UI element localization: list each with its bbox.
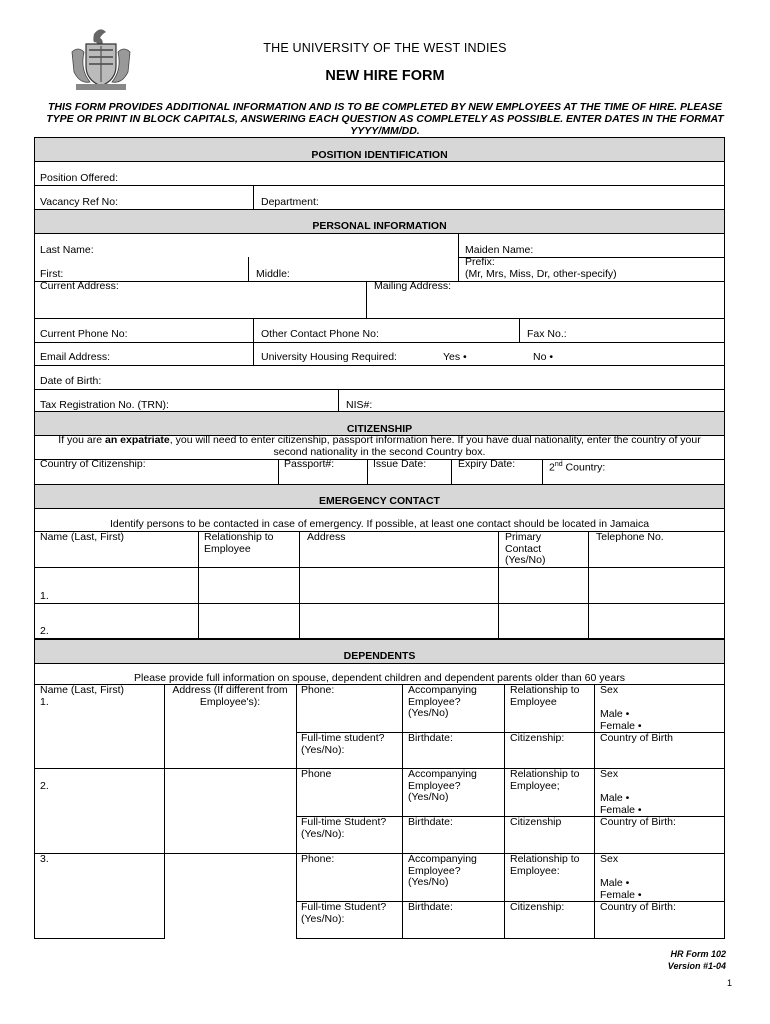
dependent-2-female[interactable]: Female • xyxy=(600,804,642,816)
housing-no-option[interactable]: No • xyxy=(533,351,554,363)
dependent-3-fulltime[interactable]: Full-time Student? (Yes/No): xyxy=(301,901,387,925)
dependent-1-country-birth[interactable]: Country of Birth xyxy=(600,732,673,744)
email-field[interactable]: Email Address: xyxy=(40,351,111,363)
form-upper-grid xyxy=(34,137,725,484)
dependent-2-country-birth[interactable]: Country of Birth: xyxy=(600,816,676,828)
date-of-birth-field[interactable]: Date of Birth: xyxy=(40,375,102,387)
citizenship-heading: CITIZENSHIP xyxy=(346,423,413,435)
form-version: Version #1-04 xyxy=(667,961,726,971)
dependent-3-phone[interactable]: Phone: xyxy=(301,853,335,865)
dependent-2-fulltime[interactable]: Full-time Student? (Yes/No): xyxy=(301,816,387,840)
other-phone-field[interactable]: Other Contact Phone No: xyxy=(261,328,379,340)
nis-field[interactable]: NIS#: xyxy=(346,399,373,411)
dependent-3-country-birth[interactable]: Country of Birth: xyxy=(600,901,676,913)
vacancy-ref-field[interactable]: Vacancy Ref No: xyxy=(40,196,119,208)
dependent-3-accompanying[interactable]: Accompanying Employee? (Yes/No) xyxy=(408,853,477,888)
emergency-row-1[interactable]: 1. xyxy=(40,590,49,602)
form-title: NEW HIRE FORM xyxy=(325,68,445,84)
maiden-name-field[interactable]: Maiden Name: xyxy=(465,244,534,256)
dependent-1-birthdate[interactable]: Birthdate: xyxy=(408,732,453,744)
prefix-field[interactable]: Prefix: xyxy=(465,256,495,268)
dependent-2-sex: Sex xyxy=(600,768,619,780)
current-phone-field[interactable]: Current Phone No: xyxy=(40,328,128,340)
emergency-col-name: Name (Last, First) xyxy=(40,531,125,543)
fax-field[interactable]: Fax No.: xyxy=(527,328,567,340)
emergency-contact-grid xyxy=(34,484,725,639)
mailing-address-field[interactable]: Mailing Address: xyxy=(374,280,452,292)
dependent-3-citizenship[interactable]: Citizenship: xyxy=(510,901,565,913)
emergency-row-2[interactable]: 2. xyxy=(40,625,49,637)
dependent-1-citizenship[interactable]: Citizenship: xyxy=(510,732,565,744)
dependent-row-1[interactable]: 1. xyxy=(40,696,49,708)
dependents-note: Please provide full information on spouse, dependent children and dependent parents older than 60 years xyxy=(134,672,625,684)
dependent-row-3[interactable]: 3. xyxy=(40,853,49,865)
dependent-2-citizenship[interactable]: Citizenship xyxy=(510,816,562,828)
dependent-3-female[interactable]: Female • xyxy=(600,889,642,901)
dependent-1-relationship[interactable]: Relationship to Employee xyxy=(510,684,580,708)
second-country-field[interactable]: 2nd Country: xyxy=(549,461,606,474)
university-name: THE UNIVERSITY OF THE WEST INDIES xyxy=(263,41,507,55)
department-field[interactable]: Department: xyxy=(261,196,319,208)
emergency-contact-note: Identify persons to be contacted in case of emergency. If possible, at least one contact should be located in Jamaica xyxy=(109,518,650,530)
dependent-2-relationship[interactable]: Relationship to Employee; xyxy=(510,768,580,792)
last-name-field[interactable]: Last Name: xyxy=(40,244,94,256)
passport-field[interactable]: Passport#: xyxy=(284,458,335,470)
housing-yes-option[interactable]: Yes • xyxy=(443,351,467,363)
middle-name-field[interactable]: Middle: xyxy=(256,268,290,280)
emergency-col-relationship: Relationship to Employee xyxy=(204,531,274,555)
dependent-2-phone[interactable]: Phone xyxy=(301,768,332,780)
citizenship-note: If you are an expatriate, you will need to enter citizenship, passport information here. If you have dual nationality, enter the country of your second nationality in the second Country box. xyxy=(58,434,701,458)
country-of-citizenship-field[interactable]: Country of Citizenship: xyxy=(40,458,146,470)
dependent-3-male[interactable]: Male • xyxy=(600,877,630,889)
dependent-1-accompanying[interactable]: Accompanying Employee? (Yes/No) xyxy=(408,684,477,719)
dependents-heading: DEPENDENTS xyxy=(343,650,416,662)
dependents-grid xyxy=(34,639,725,939)
emergency-contact-heading: EMERGENCY CONTACT xyxy=(319,495,440,507)
dependent-3-sex: Sex xyxy=(600,853,619,865)
form-instructions: THIS FORM PROVIDES ADDITIONAL INFORMATION AND IS TO BE COMPLETED BY NEW EMPLOYEES AT THE TIME OF HIRE. PLEASE TYPE OR PRINT IN BLOCK CAPITALS, ANSWERING EACH QUESTION AS COMPLETELY AS POSSIBLE. ENTER DATES IN THE FORMAT YYYY/MM/DD. xyxy=(46,101,724,137)
emergency-col-address: Address xyxy=(307,531,346,543)
dependent-1-female[interactable]: Female • xyxy=(600,720,642,732)
dependents-col-name: Name (Last, First) xyxy=(40,684,125,696)
dependent-1-phone[interactable]: Phone: xyxy=(301,684,335,696)
first-name-field[interactable]: First: xyxy=(40,268,64,280)
personal-information-heading: PERSONAL INFORMATION xyxy=(312,220,447,232)
dependent-3-birthdate[interactable]: Birthdate: xyxy=(408,901,453,913)
housing-label: University Housing Required: xyxy=(261,351,397,363)
dependent-2-male[interactable]: Male • xyxy=(600,792,630,804)
dependent-1-sex: Sex xyxy=(600,684,619,696)
expiry-date-field[interactable]: Expiry Date: xyxy=(458,458,516,470)
position-identification-heading: POSITION IDENTIFICATION xyxy=(311,149,448,161)
dependent-row-2[interactable]: 2. xyxy=(40,780,49,792)
dependent-1-male[interactable]: Male • xyxy=(600,708,630,720)
issue-date-field[interactable]: Issue Date: xyxy=(373,458,427,470)
dependent-1-fulltime[interactable]: Full-time student? (Yes/No): xyxy=(301,732,385,756)
emergency-col-phone: Telephone No. xyxy=(596,531,664,543)
dependent-3-relationship[interactable]: Relationship to Employee: xyxy=(510,853,580,877)
dependent-2-birthdate[interactable]: Birthdate: xyxy=(408,816,453,828)
dependent-2-accompanying[interactable]: Accompanying Employee? (Yes/No) xyxy=(408,768,477,803)
emergency-col-primary: Primary Contact (Yes/No) xyxy=(505,531,546,566)
prefix-options: (Mr, Mrs, Miss, Dr, other-specify) xyxy=(465,268,617,280)
position-offered-field[interactable]: Position Offered: xyxy=(40,172,119,184)
dependents-col-address: Address (If different from Employee's): xyxy=(172,684,288,708)
trn-field[interactable]: Tax Registration No. (TRN): xyxy=(40,399,169,411)
form-number: HR Form 102 xyxy=(670,949,726,959)
page-number: 1 xyxy=(726,978,732,988)
current-address-field[interactable]: Current Address: xyxy=(40,280,119,292)
